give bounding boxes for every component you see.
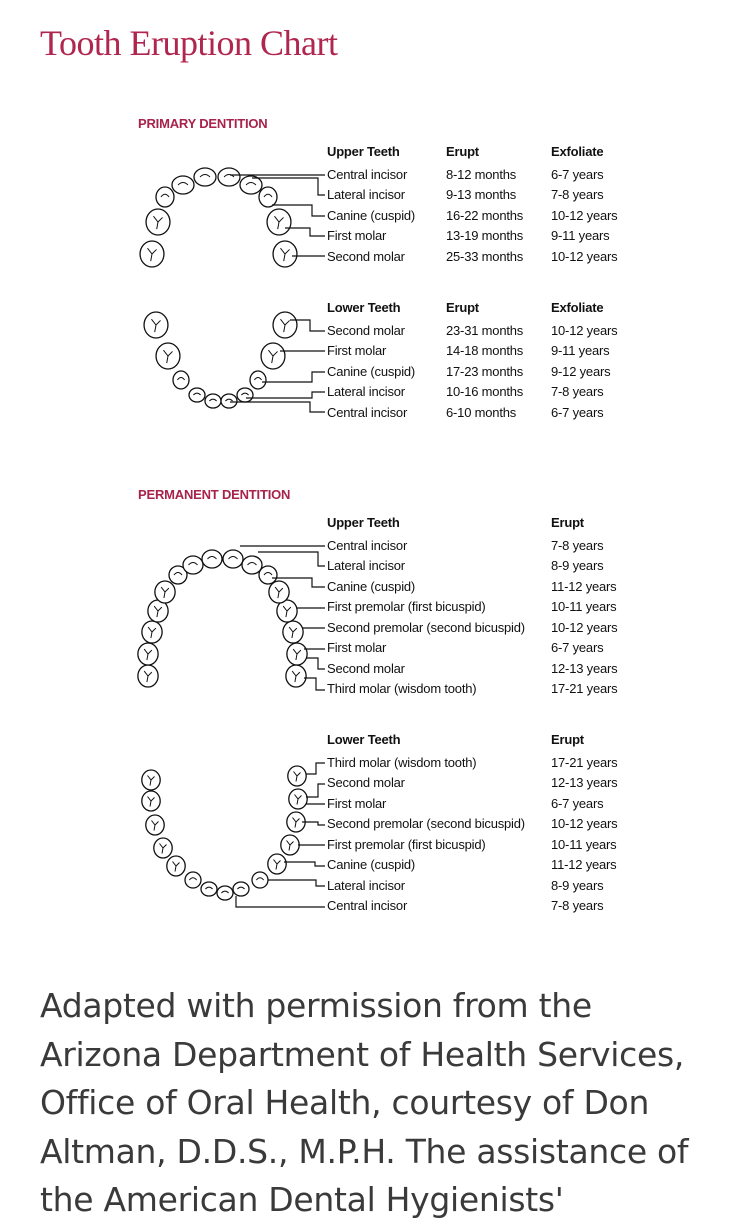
primary-lower-left-molar [144, 312, 168, 338]
permanent-lower-incisor [201, 882, 217, 896]
permanent-lower-leader [306, 784, 325, 797]
primary-upper-header-1: Erupt [446, 144, 479, 159]
primary-upper-erupt-value: 25-33 months [446, 248, 524, 264]
permanent-upper-left-tooth [155, 581, 175, 603]
caption-text: Adapted with permission from the Arizona Department of Health Services, Office of Oral Health, courtesy of Don Altman, D.D.S., M.P.H. The assistance of the American Dental Hygienists' [40, 986, 689, 1219]
primary-upper-right-molar [273, 241, 297, 267]
permanent-lower-tooth-name: First premolar (first bicuspid) [327, 836, 486, 852]
permanent-lower-leader [236, 896, 325, 907]
primary-lower-tooth-name: First molar [327, 343, 387, 358]
permanent-lower-erupt-value: 17-21 years [551, 754, 618, 770]
permanent-lower-erupt-value: 10-12 years [551, 816, 618, 831]
permanent-lower-incisor [233, 882, 249, 896]
permanent-upper-erupt-value: 7-8 years [551, 537, 604, 553]
permanent-upper-tooth-name: Lateral incisor [327, 558, 405, 573]
primary-upper-exfoliate-value: 10-12 years [551, 248, 618, 264]
permanent-upper-incisor [223, 550, 243, 568]
primary-lower-header-1: Erupt [446, 300, 479, 315]
permanent-lower-incisor [217, 886, 233, 900]
permanent-lower-right-tooth [281, 835, 299, 855]
permanent-lower-erupt-value: 11-12 years [551, 857, 617, 872]
primary-lower-incisor [221, 394, 237, 408]
primary-lower-leader [262, 372, 325, 382]
permanent-lower-tooth-name: Canine (cuspid) [327, 857, 416, 872]
primary-upper-incisor [172, 176, 194, 194]
permanent-lower-leader [284, 862, 325, 866]
primary-lower-exfoliate-value: 9-12 years [551, 363, 611, 379]
permanent-upper-tooth-name: First molar [327, 640, 387, 655]
permanent-upper-right-tooth [269, 581, 289, 603]
permanent-lower-header-0: Lower Teeth [327, 732, 401, 747]
primary-upper-incisor [240, 176, 262, 194]
permanent-upper-erupt-value: 10-11 years [551, 599, 617, 614]
permanent-lower-tooth-name: Lateral incisor [327, 877, 405, 893]
primary-upper-exfoliate-value: 9-11 years [551, 228, 610, 243]
permanent-upper-leader [306, 658, 325, 669]
permanent-lower-tooth-name: Second premolar (second bicuspid) [327, 816, 525, 831]
permanent-upper-incisor [183, 556, 203, 574]
primary-lower-erupt-value: 10-16 months [446, 384, 524, 399]
primary-lower-tooth-name: Second molar [327, 322, 405, 338]
permanent-lower-left-tooth [146, 815, 164, 835]
permanent-lower-erupt-value: 12-13 years [551, 775, 618, 790]
primary-upper-erupt-value: 16-22 months [446, 207, 524, 223]
permanent-lower-erupt-value: 10-11 years [551, 836, 617, 852]
permanent-upper-tooth-name: Central incisor [327, 537, 408, 553]
permanent-lower-left-tooth [142, 791, 160, 811]
primary-lower-header-0: Lower Teeth [327, 300, 401, 315]
primary-lower-incisor [237, 388, 253, 402]
primary-upper-canine [259, 187, 277, 207]
permanent-upper-tooth-name: Third molar (wisdom tooth) [327, 681, 477, 696]
primary-upper-erupt-value: 9-13 months [446, 187, 517, 202]
permanent-upper-left-tooth [138, 643, 158, 665]
permanent-lower-tooth-name: First molar [327, 795, 387, 811]
leader-lines [230, 175, 325, 907]
primary-lower-exfoliate-value: 10-12 years [551, 322, 618, 338]
primary-lower-right-molar [273, 312, 297, 338]
permanent-upper-incisor [202, 550, 222, 568]
primary-lower-canine [173, 371, 189, 389]
permanent-lower-leader [268, 880, 325, 886]
primary-upper-header-2: Exfoliate [551, 144, 604, 159]
primary-upper-leader [285, 228, 325, 236]
primary-lower-erupt-value: 14-18 months [446, 343, 524, 358]
permanent-upper-erupt-value: 11-12 years [551, 578, 617, 594]
primary-upper-canine [156, 187, 174, 207]
permanent-lower-left-tooth [167, 856, 185, 876]
primary-upper-incisor [218, 168, 240, 186]
primary-lower-erupt-value: 23-31 months [446, 322, 524, 338]
permanent-upper-left-tooth [142, 621, 162, 643]
permanent-lower-tooth-name: Third molar (wisdom tooth) [327, 754, 477, 770]
permanent-upper-tooth-name: Canine (cuspid) [327, 578, 416, 594]
primary-lower-left-molar [156, 343, 180, 369]
permanent-upper-right-tooth [283, 621, 303, 643]
primary-upper-left-molar [146, 209, 170, 235]
primary-upper-tooth-name: Central incisor [327, 166, 408, 182]
permanent-upper-erupt-value: 12-13 years [551, 660, 618, 676]
permanent-lower-right-tooth [289, 789, 307, 809]
permanent-upper-erupt-value: 8-9 years [551, 558, 604, 573]
primary-lower-right-molar [261, 343, 285, 369]
permanent-upper-leader [258, 552, 325, 566]
permanent-upper-erupt-value: 10-12 years [551, 619, 618, 635]
primary-lower-exfoliate-value: 6-7 years [551, 404, 604, 420]
permanent-upper-right-tooth [287, 643, 307, 665]
permanent-lower-erupt-value: 7-8 years [551, 898, 604, 913]
primary-lower-incisor [189, 388, 205, 402]
primary-upper-incisor [194, 168, 216, 186]
primary-upper-erupt-value: 8-12 months [446, 166, 517, 182]
primary-lower-leader [230, 402, 325, 412]
permanent-lower-canine [252, 872, 268, 888]
primary-lower-tooth-name: Canine (cuspid) [327, 363, 416, 379]
primary-lower-canine [250, 371, 266, 389]
primary-lower-exfoliate-value: 9-11 years [551, 343, 610, 358]
permanent-upper-left-tooth [138, 665, 158, 687]
permanent-upper-header-0: Upper Teeth [327, 515, 400, 530]
primary-lower-leader [246, 392, 325, 398]
primary-upper-exfoliate-value: 6-7 years [551, 166, 604, 182]
primary-lower-incisor [205, 394, 221, 408]
permanent-upper-erupt-value: 6-7 years [551, 640, 604, 655]
primary-upper-tooth-name: Second molar [327, 248, 405, 264]
primary-upper-erupt-value: 13-19 months [446, 228, 524, 243]
permanent-upper-header-1: Erupt [551, 515, 584, 530]
permanent-upper-leader [304, 678, 325, 690]
permanent-lower-right-tooth [268, 854, 286, 874]
permanent-lower-erupt-value: 8-9 years [551, 877, 604, 893]
primary-upper-tooth-name: Canine (cuspid) [327, 207, 416, 223]
permanent-upper-right-tooth [286, 665, 306, 687]
teeth-layer [138, 168, 307, 900]
primary-upper-header-0: Upper Teeth [327, 144, 400, 159]
permanent-upper-tooth-name: First premolar (first bicuspid) [327, 599, 486, 614]
primary-lower-tooth-name: Lateral incisor [327, 384, 405, 399]
primary-upper-exfoliate-value: 10-12 years [551, 207, 618, 223]
permanent-lower-canine [185, 872, 201, 888]
permanent-upper-erupt-value: 17-21 years [551, 681, 618, 696]
primary-upper-right-molar [267, 209, 291, 235]
permanent-lower-right-tooth [288, 766, 306, 786]
permanent-dentition-heading: PERMANENT DENTITION [138, 487, 291, 502]
primary-upper-left-molar [140, 241, 164, 267]
primary-lower-erupt-value: 6-10 months [446, 404, 517, 420]
primary-lower-header-2: Exfoliate [551, 300, 604, 315]
page-title: Tooth Eruption Chart [40, 23, 338, 63]
permanent-lower-left-tooth [154, 838, 172, 858]
primary-lower-tooth-name: Central incisor [327, 404, 408, 420]
permanent-lower-tooth-name: Second molar [327, 775, 405, 790]
primary-upper-tooth-name: First molar [327, 228, 387, 243]
permanent-lower-left-tooth [142, 770, 160, 790]
permanent-lower-tooth-name: Central incisor [327, 898, 408, 913]
primary-upper-exfoliate-value: 7-8 years [551, 187, 604, 202]
primary-dentition-heading: PRIMARY DENTITION [138, 116, 268, 131]
permanent-lower-erupt-value: 6-7 years [551, 795, 604, 811]
primary-lower-exfoliate-value: 7-8 years [551, 384, 604, 399]
primary-lower-erupt-value: 17-23 months [446, 363, 524, 379]
permanent-upper-incisor [242, 556, 262, 574]
permanent-lower-header-1: Erupt [551, 732, 584, 747]
primary-upper-tooth-name: Lateral incisor [327, 187, 405, 202]
permanent-upper-tooth-name: Second premolar (second bicuspid) [327, 619, 525, 635]
permanent-upper-tooth-name: Second molar [327, 660, 405, 676]
permanent-lower-leader [306, 763, 325, 774]
